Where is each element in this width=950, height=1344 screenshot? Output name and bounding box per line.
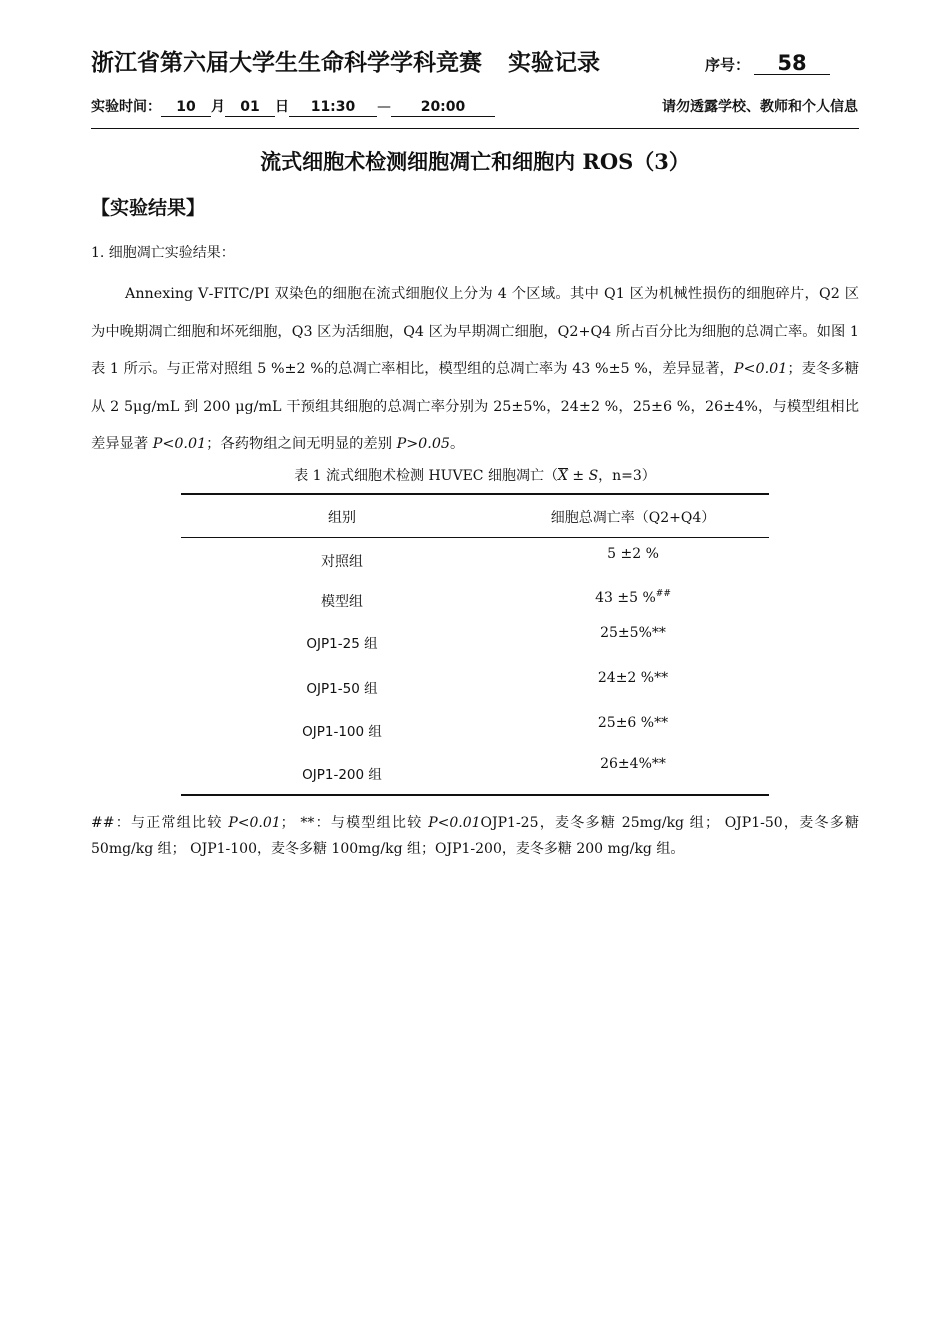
section-heading: 【实验结果】 xyxy=(91,197,206,219)
item-heading: 1. 细胞凋亡实验结果： xyxy=(91,245,235,261)
p-value: P<0.01 xyxy=(152,436,207,452)
table-header-rule xyxy=(181,537,769,538)
row-group: 对照组 xyxy=(321,554,363,570)
month-value: 10 xyxy=(161,99,211,117)
caption-mean-symbol: X xyxy=(557,468,568,484)
table-caption xyxy=(0,465,950,485)
time-label: 实验时间： xyxy=(91,99,161,115)
record-label: 实验记录 xyxy=(508,50,600,76)
serial-label: 序号： xyxy=(705,56,751,74)
header-divider xyxy=(91,128,859,129)
rate-text: 43 ±5 % xyxy=(595,590,656,606)
day-value: 01 xyxy=(225,99,275,117)
row-value xyxy=(607,546,659,562)
serial-number xyxy=(705,52,830,75)
table-header-rate: 细胞总凋亡率（Q2+Q4） xyxy=(550,510,716,526)
results-paragraph xyxy=(91,276,859,464)
footnote-text: OJP1-25，麦冬多糖 25mg/kg 组； OJP1-50，麦冬多糖 50mg/kg 组； OJP1-100，麦冬多糖 100mg/kg 组；OJP1-200，麦冬多糖 200 mg/kg 组。 xyxy=(91,815,859,857)
day-unit: 日 xyxy=(275,99,289,115)
serial-value: 58 xyxy=(754,52,830,75)
table-footnote xyxy=(91,810,859,862)
paragraph-text: ；麦冬多糖从 2 5μg/mL 到 200 μg/mL 干预组其细胞的总凋亡率分别为 25±5%，24±2 %，25±6 %，26±4%，与模型组相比差异显著 xyxy=(91,361,860,452)
p-value: P>0.05 xyxy=(396,436,451,452)
caption-sd-symbol: S xyxy=(588,468,599,484)
end-time: 20:00 xyxy=(391,99,495,117)
time-dash: — xyxy=(377,99,391,115)
caption-plusminus: ± xyxy=(567,468,589,484)
experiment-time xyxy=(91,96,495,117)
row-value: 24±2 %** xyxy=(597,670,669,686)
row-group: 模型组 xyxy=(321,594,363,610)
paragraph-text: Annexing Ⅴ-FITC/PI 双染色的细胞在流式细胞仪上分为 4 个区域。其中 Q1 区为机械性损伤的细胞碎片，Q2 区为中晚期凋亡细胞和坏死细胞，Q3 区为活细胞，Q4 区为早期凋亡细胞，Q2+Q4 所占百分比为细胞的总凋亡率。如图 1 表 1 所示。与正常对照组 5 %±2 %的总凋亡率相比，模型组的总凋亡率为 43 %±5 %，差异显著， xyxy=(91,286,859,377)
competition-name: 浙江省第六届大学生生命科学学科竞赛 xyxy=(91,50,482,76)
month-unit: 月 xyxy=(211,99,225,115)
footnote-text: ； **：与模型组比较 xyxy=(280,815,429,831)
row-group: OJP1-200 组 xyxy=(302,767,382,783)
paragraph-text: 。 xyxy=(450,436,465,452)
start-time: 11:30 xyxy=(289,99,377,117)
row-value: 25±6 %** xyxy=(597,715,669,731)
p-value: P<0.01 xyxy=(428,815,481,831)
row-group: OJP1-100 组 xyxy=(302,724,382,740)
privacy-notice: 请勿透露学校、教师和个人信息 xyxy=(662,99,858,115)
p-value: P<0.01 xyxy=(733,361,788,377)
caption-text: 表 1 流式细胞术检测 HUVEC 细胞凋亡（ xyxy=(294,468,558,484)
competition-title xyxy=(91,44,600,77)
footnote-text: ##：与正常组比较 xyxy=(91,815,229,831)
table-top-rule xyxy=(181,493,769,495)
row-value xyxy=(595,589,671,606)
caption-text: ，n=3） xyxy=(598,468,656,484)
paragraph-text: ；各药物组之间无明显的差别 xyxy=(206,436,397,452)
rate-text: 5 ±2 % xyxy=(607,546,659,562)
document-title: 流式细胞术检测细胞凋亡和细胞内 ROS（3） xyxy=(260,149,690,174)
table-header-group: 组别 xyxy=(328,510,356,526)
p-value: P<0.01 xyxy=(228,815,281,831)
row-value: 25±5%** xyxy=(600,625,666,641)
table-bottom-rule xyxy=(181,794,769,796)
row-group: OJP1-25 组 xyxy=(306,636,378,652)
row-value: 26±4%** xyxy=(600,756,666,772)
row-group: OJP1-50 组 xyxy=(306,681,378,697)
significance-mark: ## xyxy=(655,589,671,599)
